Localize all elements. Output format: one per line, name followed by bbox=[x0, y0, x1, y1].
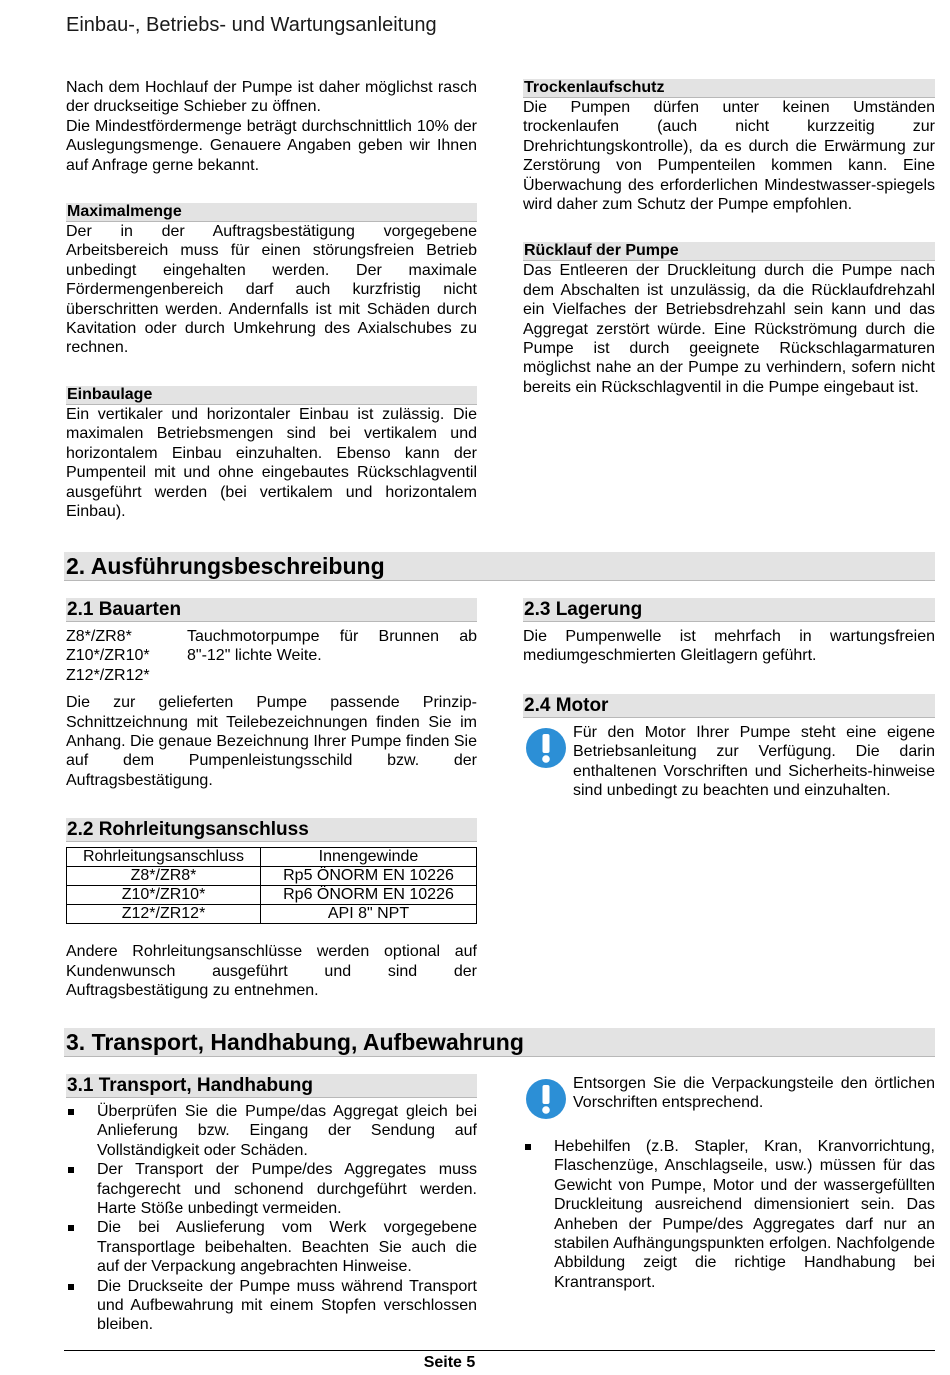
column-section2-left bbox=[66, 598, 477, 1000]
table-cell: API 8" NPT bbox=[261, 905, 477, 924]
paragraph-intro: Nach dem Hochlauf der Pumpe ist daher möglichst rasch der druckseitige Schieber zu öffnen. bbox=[66, 79, 477, 116]
footer-divider bbox=[64, 1350, 935, 1351]
list-item: Die bei Auslieferung vom Werk vorgegebene Transportlage beibehalten. Beachten Sie auch die auf der Verpackung angebrachten Hinweise. bbox=[66, 1218, 477, 1276]
table-header-row bbox=[67, 848, 477, 867]
heading-trockenlaufschutz: Trockenlaufschutz bbox=[523, 79, 935, 98]
square-bullet-icon bbox=[68, 1167, 74, 1173]
column-top-left bbox=[66, 78, 477, 521]
column-section2-right bbox=[523, 598, 935, 800]
exclamation-icon bbox=[525, 727, 567, 769]
column-top-right bbox=[523, 79, 935, 397]
paragraph-ruecklauf: Das Entleeren der Druckleitung durch die Pumpe nach dem Abschalten ist unzulässig, da die Rücklaufdrehzahl ein Vielfaches der Betriebsdrehzahl sein kann und das Aggregat zerstört würde. Eine Rückströmung durch die Pumpe ist durch geeignete Rückschlagarmaturen möglichst nahe an der Pumpe zu verhindern, sofern nicht bereits ein Rückschlagventil in die Pumpe eingebaut ist. bbox=[523, 262, 935, 396]
pipe-connection-table bbox=[66, 847, 477, 924]
type-code: Z12*/ZR12* bbox=[66, 666, 150, 684]
table-header-cell: Innengewinde bbox=[261, 848, 477, 867]
square-bullet-icon bbox=[68, 1284, 74, 1290]
heading-motor: 2.4 Motor bbox=[523, 694, 935, 718]
type-code: Z8*/ZR8* bbox=[66, 628, 132, 645]
list-item: Die Druckseite der Pumpe muss während Transport und Aufbewahrung mit einem Stopfen verschlossen bleiben. bbox=[66, 1277, 477, 1335]
column-section3-right bbox=[523, 1074, 935, 1292]
table-header-cell: Rohrleitungsanschluss bbox=[67, 848, 261, 867]
heading-ruecklauf: Rücklauf der Pumpe bbox=[523, 242, 935, 261]
document-title: Einbau-, Betriebs- und Wartungsanleitung bbox=[66, 14, 437, 36]
paragraph-maximalmenge: Der in der Auftragsbestätigung vorgegebene Arbeitsbereich muss für einen störungsfreien Betrieb unbedingt eingehalten werden. Der maximale Fördermengenbereich darf auch kurzfristig nicht überschritten werden. Andernfalls ist mit Schäden durch Kavitation oder durch Umkehrung des Axialschubes zu rechnen. bbox=[66, 223, 477, 357]
section-heading-2: 2. Ausführungsbeschreibung bbox=[64, 552, 935, 581]
heading-einbaulage: Einbaulage bbox=[66, 386, 477, 405]
square-bullet-icon bbox=[68, 1109, 74, 1115]
square-bullet-icon bbox=[68, 1225, 74, 1231]
table-cell: Z10*/ZR10* bbox=[67, 886, 261, 905]
table-row bbox=[67, 886, 477, 905]
table-cell: Z8*/ZR8* bbox=[67, 867, 261, 886]
heading-maximalmenge: Maximalmenge bbox=[66, 203, 477, 222]
list-item: Hebehilfen (z.B. Stapler, Kran, Kranvorrichtung, Flaschenzüge, Anschlagseile, usw.) müssen für das Gewicht von Pumpe, Motor und der wassergefüllten Druckleitung ausreichend dimensioniert sein. Das Anheben der Pumpe/des Aggregates darf nur an stabilen Aufhängungspunkten erfolgen. Nachfolgende Abbildung zeigt die richtige Handhabung bei Krantransport. bbox=[523, 1137, 935, 1292]
exclamation-icon bbox=[525, 1078, 567, 1120]
paragraph-bauarten: Die zur gelieferten Pumpe passende Prinzip-Schnittzeichnung mit Teilebezeichnungen finden Sie im Anhang. Die genaue Bezeichnung Ihrer Pumpe finden Sie auf dem Pumpenleistungsschild bzw. der Auftragsbestätigung. bbox=[66, 694, 477, 789]
heading-bauarten: 2.1 Bauarten bbox=[66, 598, 477, 622]
heading-transport: 3.1 Transport, Handhabung bbox=[66, 1074, 477, 1098]
column-section3-left bbox=[66, 1074, 477, 1335]
paragraph-motor: Für den Motor Ihrer Pumpe steht eine eigene Betriebsanleitung zur Verfügung. Die darin enthaltenen Vorschriften und Sicherheits-hinweise sind unbedingt zu beachten und einzuhalten. bbox=[573, 723, 935, 800]
square-bullet-icon bbox=[525, 1144, 531, 1150]
paragraph-trockenlaufschutz: Die Pumpen dürfen unter keinen Umständen trockenlaufen (auch nicht kurzzeitig zur Drehrichtungskontrolle), da es durch die Erwärmung zur Zerstörung von Pumpenteilen kommen kann. Eine Überwachung des erforderlichen Mindestwasser-spiegels wird daher zum Schutz der Pumpe empfohlen. bbox=[523, 99, 935, 214]
table-row bbox=[67, 905, 477, 924]
table-cell: Rp6 ÖNORM EN 10226 bbox=[261, 886, 477, 905]
paragraph-min-flow: Die Mindestfördermenge beträgt durchschnittlich 10% der Auslegungsmenge. Genauere Angaben geben wir Ihnen auf Anfrage gerne bekannt. bbox=[66, 117, 477, 174]
table-row bbox=[67, 867, 477, 886]
page-number: Seite 5 bbox=[423, 1354, 476, 1371]
packaging-notice bbox=[523, 1074, 935, 1120]
paragraph-entsorgung: Entsorgen Sie die Verpackungsteile den örtlichen Vorschriften entsprechend. bbox=[573, 1075, 935, 1112]
paragraph-einbaulage: Ein vertikaler und horizontaler Einbau ist zulässig. Die maximalen Betriebsmengen sind bei vertikalem und horizontalem Einbau einzuhalten. Ebenso kann der Pumpenteil mit und ohne eingebautes Rückschlagventil ausgeführt werden (bei vertikalem und horizontalem Einbau). bbox=[66, 405, 477, 520]
table-cell: Z12*/ZR12* bbox=[67, 905, 261, 924]
list-item: Der Transport der Pumpe/des Aggregates muss fachgerecht und schonend durchgeführt werden. Harte Stöße unbedingt vermeiden. bbox=[66, 1160, 477, 1218]
paragraph-lagerung: Die Pumpenwelle ist mehrfach in wartungsfreien mediumgeschmierten Gleitlagern geführt. bbox=[523, 628, 935, 665]
type-description: Tauchmotorpumpe für Brunnen ab 8"-12" lichte Weite. bbox=[187, 628, 477, 665]
type-list bbox=[66, 627, 477, 685]
motor-notice bbox=[523, 723, 935, 801]
paragraph-rohrleitung: Andere Rohrleitungsanschlüsse werden optional auf Kundenwunsch ausgeführt und sind der Auftragsbestätigung zu entnehmen. bbox=[66, 943, 477, 1000]
heading-lagerung: 2.3 Lagerung bbox=[523, 598, 935, 622]
section-heading-3: 3. Transport, Handhabung, Aufbewahrung bbox=[64, 1028, 935, 1057]
heading-rohrleitungsanschluss: 2.2 Rohrleitungsanschluss bbox=[66, 818, 477, 842]
list-item: Überprüfen Sie die Pumpe/das Aggregat gleich bei Anlieferung bzw. Eingang der Sendung auf Vollständigkeit oder Schäden. bbox=[66, 1102, 477, 1160]
table-cell: Rp5 ÖNORM EN 10226 bbox=[261, 867, 477, 886]
transport-bullet-list bbox=[66, 1102, 477, 1335]
type-code: Z10*/ZR10* bbox=[66, 647, 150, 665]
lifting-bullet-list bbox=[523, 1137, 935, 1292]
